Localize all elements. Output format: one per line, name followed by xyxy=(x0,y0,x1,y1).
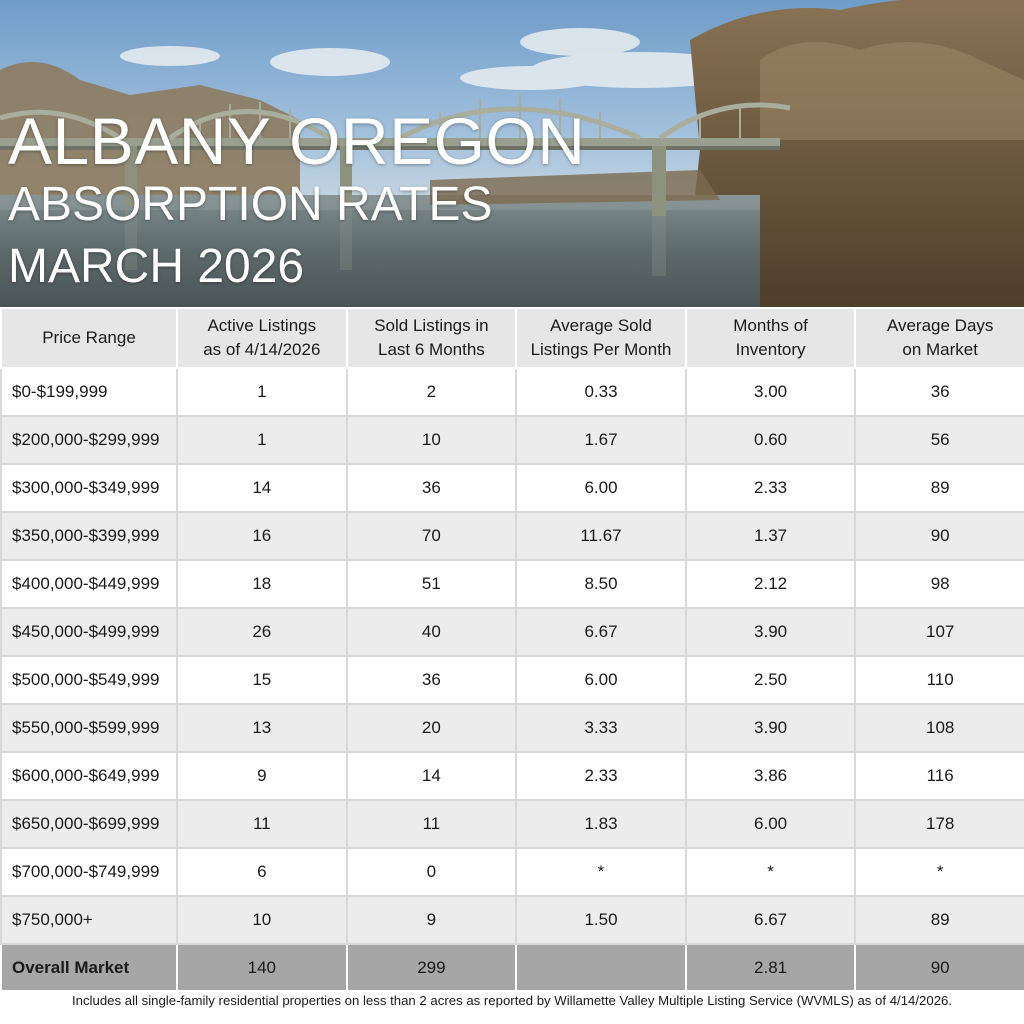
source-footnote: Includes all single-family residential properties on less than 2 acres as reported by Willamette Valley Multiple Listing Service (WVMLS) as of 4/14/2026. xyxy=(71,993,953,1008)
column-header-active-listings: Active Listings as of 4/14/2026 xyxy=(177,308,347,368)
cell-months: 2.33 xyxy=(686,464,856,512)
cell-active: 11 xyxy=(177,800,347,848)
cell-months: * xyxy=(686,848,856,896)
cell-avg-sold xyxy=(516,944,686,991)
table-row xyxy=(1,608,1024,656)
cell-active: 18 xyxy=(177,560,347,608)
cell-active: 26 xyxy=(177,608,347,656)
column-header-price-range: Price Range xyxy=(1,308,177,368)
cell-active: 14 xyxy=(177,464,347,512)
cell-price-range: $400,000-$449,999 xyxy=(1,560,177,608)
title-line-date: MARCH 2026 xyxy=(8,240,305,293)
cell-days: 56 xyxy=(855,416,1024,464)
cell-active: 15 xyxy=(177,656,347,704)
cell-days: 89 xyxy=(855,896,1024,944)
cell-months: 3.00 xyxy=(686,368,856,416)
column-header-months-inventory: Months of Inventory xyxy=(686,308,856,368)
table-row xyxy=(1,368,1024,416)
cell-days: 116 xyxy=(855,752,1024,800)
table-row xyxy=(1,416,1024,464)
cell-price-range: $750,000+ xyxy=(1,896,177,944)
cell-months: 0.60 xyxy=(686,416,856,464)
cell-months: 6.67 xyxy=(686,896,856,944)
cell-avg-sold: 11.67 xyxy=(516,512,686,560)
cell-days: 36 xyxy=(855,368,1024,416)
cell-price-range: Overall Market xyxy=(1,944,177,991)
cell-months: 2.81 xyxy=(686,944,856,991)
cell-active: 6 xyxy=(177,848,347,896)
cell-active: 16 xyxy=(177,512,347,560)
header-photo xyxy=(0,0,1024,307)
table-row xyxy=(1,512,1024,560)
table-row xyxy=(1,896,1024,944)
cell-days: 90 xyxy=(855,512,1024,560)
cell-sold: 51 xyxy=(347,560,517,608)
cell-sold: 9 xyxy=(347,896,517,944)
cell-days: 90 xyxy=(855,944,1024,991)
cell-avg-sold: 6.00 xyxy=(516,464,686,512)
cell-avg-sold: 8.50 xyxy=(516,560,686,608)
cell-price-range: $600,000-$649,999 xyxy=(1,752,177,800)
cell-sold: 10 xyxy=(347,416,517,464)
column-header-days-on-market: Average Days on Market xyxy=(855,308,1024,368)
cell-price-range: $350,000-$399,999 xyxy=(1,512,177,560)
cell-days: 89 xyxy=(855,464,1024,512)
title-line-city: ALBANY OREGON xyxy=(8,104,586,178)
cell-sold: 2 xyxy=(347,368,517,416)
table-row xyxy=(1,752,1024,800)
table-row xyxy=(1,704,1024,752)
cell-avg-sold: 2.33 xyxy=(516,752,686,800)
cell-avg-sold: 3.33 xyxy=(516,704,686,752)
cell-days: 110 xyxy=(855,656,1024,704)
column-header-avg-sold: Average Sold Listings Per Month xyxy=(516,308,686,368)
cell-active: 1 xyxy=(177,416,347,464)
overall-market-row xyxy=(1,944,1024,991)
cell-days: 178 xyxy=(855,800,1024,848)
table-row xyxy=(1,800,1024,848)
cell-avg-sold: 1.83 xyxy=(516,800,686,848)
cell-avg-sold: 6.67 xyxy=(516,608,686,656)
table-row xyxy=(1,560,1024,608)
cell-price-range: $500,000-$549,999 xyxy=(1,656,177,704)
cell-days: 107 xyxy=(855,608,1024,656)
cell-price-range: $700,000-$749,999 xyxy=(1,848,177,896)
absorption-table xyxy=(0,307,1024,992)
cell-sold: 11 xyxy=(347,800,517,848)
page-title xyxy=(8,104,586,293)
cell-avg-sold: 6.00 xyxy=(516,656,686,704)
cell-days: 98 xyxy=(855,560,1024,608)
cell-price-range: $450,000-$499,999 xyxy=(1,608,177,656)
cell-avg-sold: 1.67 xyxy=(516,416,686,464)
cell-months: 1.37 xyxy=(686,512,856,560)
table-row xyxy=(1,464,1024,512)
cell-active: 13 xyxy=(177,704,347,752)
cell-sold: 14 xyxy=(347,752,517,800)
cell-sold: 36 xyxy=(347,464,517,512)
cell-price-range: $300,000-$349,999 xyxy=(1,464,177,512)
cell-active: 9 xyxy=(177,752,347,800)
cell-months: 2.12 xyxy=(686,560,856,608)
cell-price-range: $550,000-$599,999 xyxy=(1,704,177,752)
table-row xyxy=(1,848,1024,896)
cell-months: 3.90 xyxy=(686,608,856,656)
cell-avg-sold: 1.50 xyxy=(516,896,686,944)
cell-sold: 0 xyxy=(347,848,517,896)
cell-months: 2.50 xyxy=(686,656,856,704)
cell-avg-sold: 0.33 xyxy=(516,368,686,416)
cell-price-range: $0-$199,999 xyxy=(1,368,177,416)
cell-price-range: $650,000-$699,999 xyxy=(1,800,177,848)
cell-sold: 20 xyxy=(347,704,517,752)
cell-active: 1 xyxy=(177,368,347,416)
title-line-subject: ABSORPTION RATES xyxy=(8,178,493,231)
cell-active: 10 xyxy=(177,896,347,944)
cell-sold: 36 xyxy=(347,656,517,704)
cell-sold: 70 xyxy=(347,512,517,560)
cell-price-range: $200,000-$299,999 xyxy=(1,416,177,464)
column-header-sold-listings: Sold Listings in Last 6 Months xyxy=(347,308,517,368)
cell-months: 3.90 xyxy=(686,704,856,752)
cell-avg-sold: * xyxy=(516,848,686,896)
table-header-row xyxy=(1,308,1024,368)
cell-active: 140 xyxy=(177,944,347,991)
cell-months: 3.86 xyxy=(686,752,856,800)
table-row xyxy=(1,656,1024,704)
cell-days: * xyxy=(855,848,1024,896)
cell-months: 6.00 xyxy=(686,800,856,848)
cell-sold: 299 xyxy=(347,944,517,991)
cell-days: 108 xyxy=(855,704,1024,752)
cell-sold: 40 xyxy=(347,608,517,656)
